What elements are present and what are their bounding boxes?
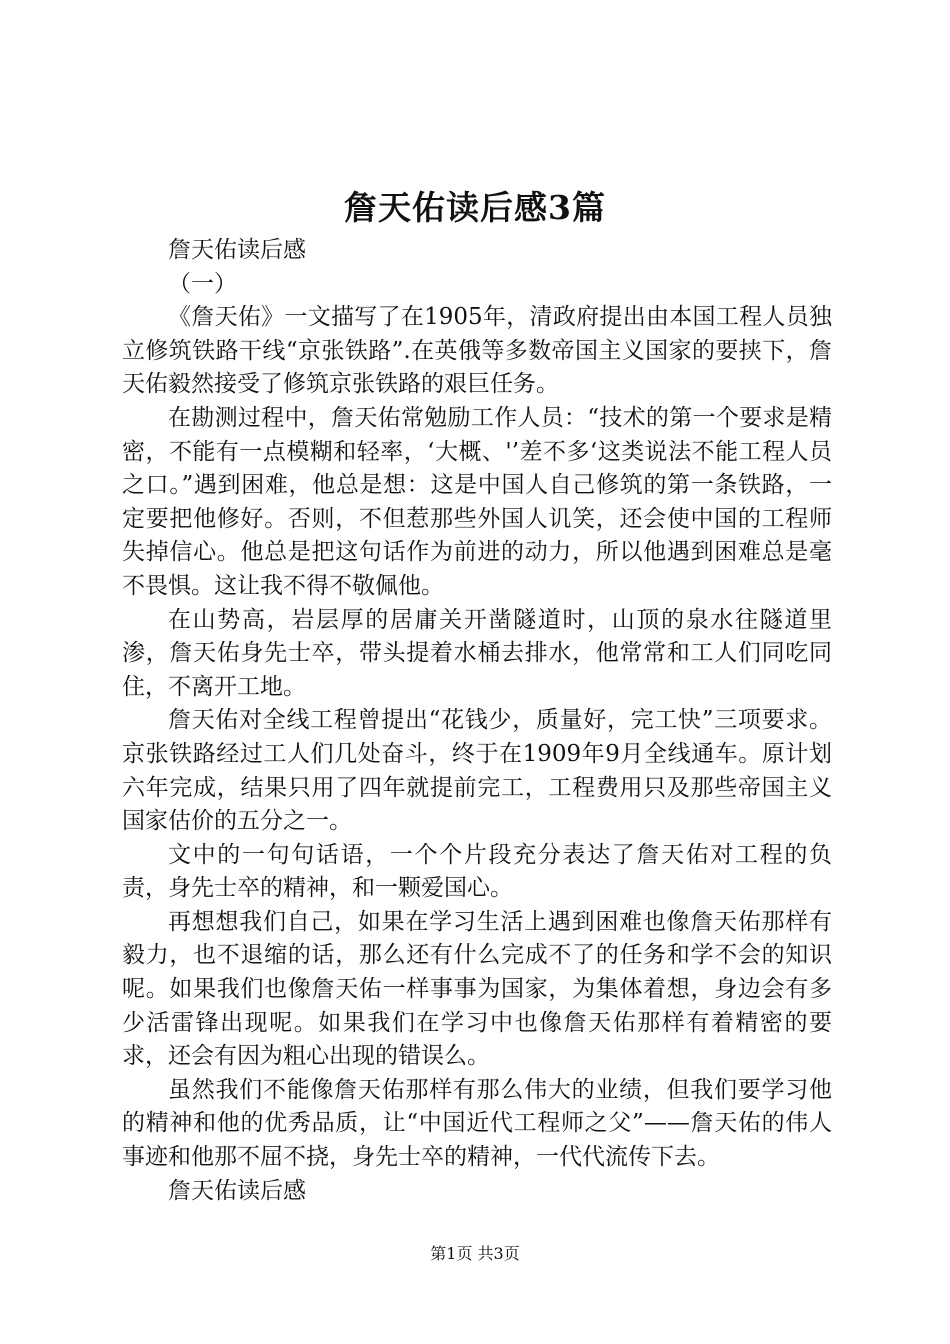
paragraph: 詹天佑对全线工程曾提出“花钱少，质量好，完工快”三项要求。京张铁路经过工人们几处奋斗，终于在1909年9月全线通车。原计划六年完成，结果只用了四年就提前完工，工程费用只及那些帝国主义国家估价的五分之一。 [122,707,832,835]
document-body [122,234,832,1208]
paragraph: 在勘测过程中，詹天佑常勉励工作人员：“技术的第一个要求是精密，不能有一点模糊和轻率，‘大概、'’差不多‘这类说法不能工程人员之口。”遇到困难，他总是想：这是中国人自己修筑的第一条铁路，一定要把他修好。否则，不但惹那些外国人讥笑，还会使中国的工程师失掉信心。他总是把这句话作为前进的动力，所以他遇到困难总是毫不畏惧。这让我不得不敬佩他。 [122,404,832,599]
section-heading: 詹天佑读后感 [168,1177,306,1204]
document-title: 詹天佑读后感3篇 [344,188,606,227]
paragraph: 虽然我们不能像詹天佑那样有那么伟大的业绩，但我们要学习他的精神和他的优秀品质，让“中国近代工程师之父”——詹天佑的伟人事迹和他那不屈不挠，身先士卒的精神，一代代流传下去。 [122,1076,832,1171]
page-footer: 第1页 共3页 [430,1244,520,1263]
paragraph: 《詹天佑》一文描写了在1905年，清政府提出由本国工程人员独立修筑铁路干线“京张铁路”.在英俄等多数帝国主义国家的要挟下，詹天佑毅然接受了修筑京张铁路的艰巨任务。 [122,304,832,398]
paragraph: 文中的一句句话语，一个个片段充分表达了詹天佑对工程的负责，身先士卒的精神，和一颗爱国心。 [122,841,832,902]
paragraph: 再想想我们自己，如果在学习生活上遇到困难也像詹天佑那样有毅力，也不退缩的话，那么还有什么完成不了的任务和学不会的知识呢。如果我们也像詹天佑一样事事为国家，为集体着想，身边会有多少活雷锋出现呢。如果我们在学习中也像詹天佑那样有着精密的要求，还会有因为粗心出现的错误么。 [122,908,832,1070]
section-number: （一） [168,270,237,297]
section-heading: 詹天佑读后感 [168,237,306,263]
paragraph: 在山势高，岩层厚的居庸关开凿隧道时，山顶的泉水往隧道里渗，詹天佑身先士卒，带头提着水桶去排水，他常常和工人们同吃同住，不离开工地。 [122,606,832,700]
